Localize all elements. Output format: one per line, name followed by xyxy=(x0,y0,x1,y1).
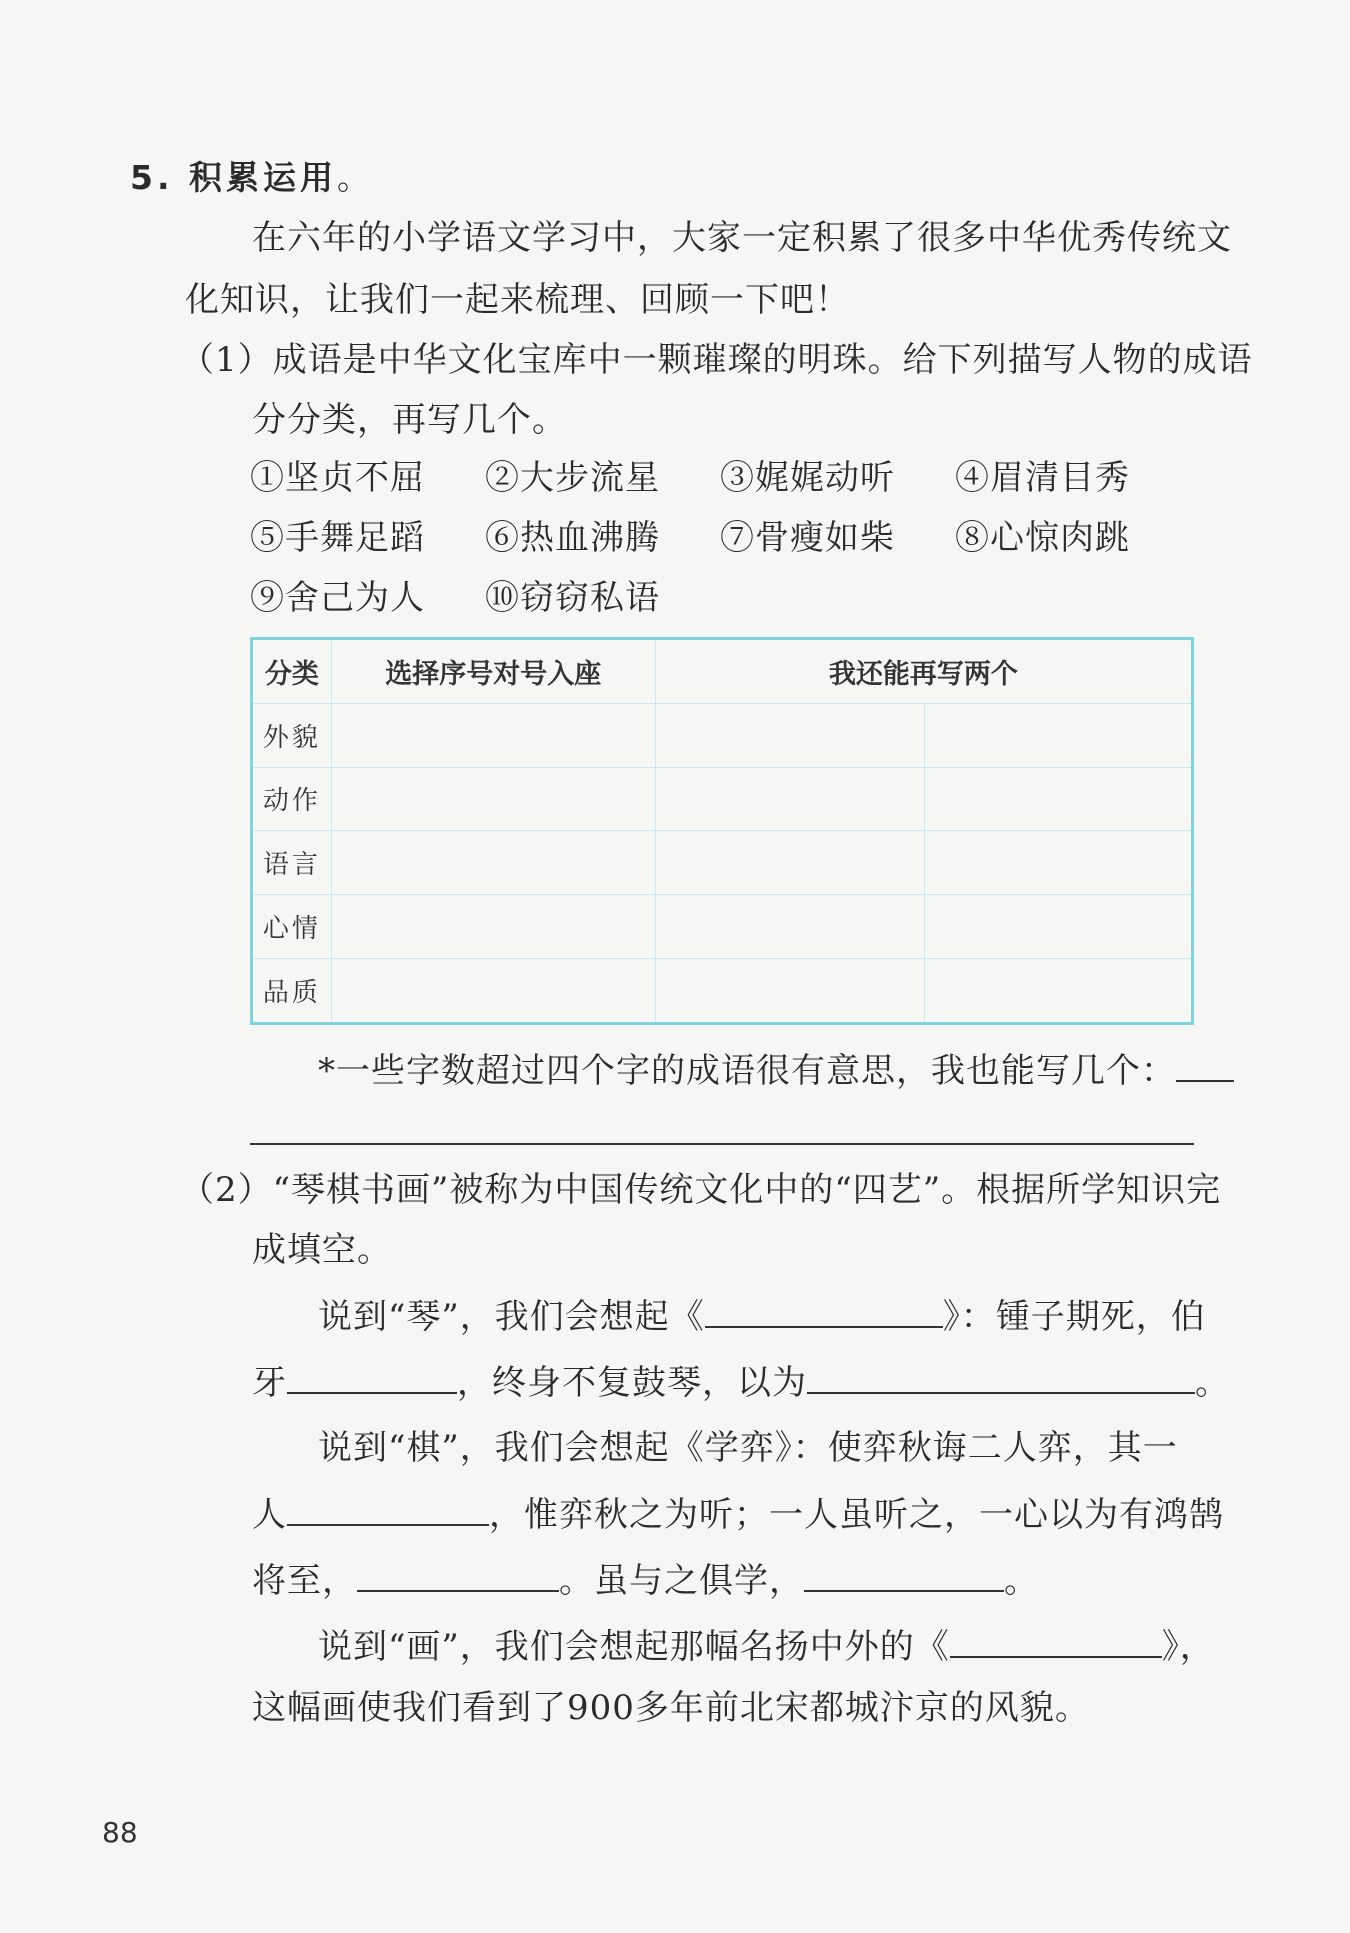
part2-line-2: 成填空。 xyxy=(252,1230,392,1270)
qi-text: 。 xyxy=(1004,1561,1039,1601)
idiom-option: ⑦骨瘦如柴 xyxy=(720,518,895,558)
section-title: 积累运用 xyxy=(189,158,337,197)
fill-blank[interactable] xyxy=(804,1560,1004,1592)
answer-cell[interactable] xyxy=(924,894,1192,958)
idiom-option: ⑧心惊肉跳 xyxy=(955,518,1130,558)
answer-cell[interactable] xyxy=(331,958,655,1023)
answer-cell[interactable] xyxy=(331,704,655,768)
section-heading-end: 。 xyxy=(337,158,374,197)
idiom-option: ⑤手舞足蹈 xyxy=(250,518,425,558)
qi-text: 人 xyxy=(252,1495,287,1535)
page-number: 88 xyxy=(102,1816,138,1849)
part2-line-1: “琴棋书画”被称为中国传统文化中的“四艺”。根据所学知识完 xyxy=(272,1170,1222,1210)
idiom-option: ⑥热血沸腾 xyxy=(485,518,660,558)
row-label-appearance: 外貌 xyxy=(252,704,332,768)
qi-line-2 xyxy=(252,1494,1224,1535)
fill-blank[interactable] xyxy=(705,1296,943,1328)
idiom-option: ⑩窃窃私语 xyxy=(485,578,660,618)
idiom-classification-table xyxy=(250,637,1194,1025)
section-number: 5. xyxy=(130,158,174,197)
answer-cell[interactable] xyxy=(655,704,924,768)
qi-text: 。虽与之俱学， xyxy=(559,1561,804,1601)
table-row xyxy=(252,894,1193,958)
qin-text: 》：锺子期死，伯 xyxy=(942,1297,1206,1337)
hua-line-2: 这幅画使我们看到了900多年前北宋都城汴京的风貌。 xyxy=(252,1688,1090,1728)
qi-line-1: 说到“棋”，我们会想起《学弈》：使弈秋诲二人弈，其一 xyxy=(318,1428,1178,1468)
answer-cell[interactable] xyxy=(655,831,924,895)
qin-line-1 xyxy=(318,1296,1206,1337)
answer-cell[interactable] xyxy=(924,704,1192,768)
answer-cell[interactable] xyxy=(331,767,655,831)
hua-text: 说到“画”，我们会想起那幅名扬中外的《 xyxy=(318,1627,950,1667)
row-label-speech: 语言 xyxy=(252,831,332,895)
idiom-options-row-1 xyxy=(250,458,1130,498)
answer-cell[interactable] xyxy=(331,894,655,958)
intro-line-2: 化知识，让我们一起来梳理、回顾一下吧！ xyxy=(185,280,850,320)
idiom-options-row-2 xyxy=(250,518,1130,558)
answer-cell[interactable] xyxy=(924,958,1192,1023)
extra-idioms-prompt xyxy=(318,1050,1234,1091)
qin-text: ，终身不复鼓琴，以为 xyxy=(457,1363,807,1403)
qin-line-2 xyxy=(252,1362,1230,1403)
fill-blank[interactable] xyxy=(287,1494,489,1526)
fill-blank[interactable] xyxy=(287,1362,457,1394)
qi-text: 将至， xyxy=(252,1561,357,1601)
table-row xyxy=(252,767,1193,831)
table-row xyxy=(252,831,1193,895)
answer-cell[interactable] xyxy=(924,831,1192,895)
qin-text: 说到“琴”，我们会想起《 xyxy=(318,1297,705,1337)
row-label-action: 动作 xyxy=(252,767,332,831)
fill-blank[interactable] xyxy=(357,1560,559,1592)
header-select-numbers: 选择序号对号入座 xyxy=(331,639,655,704)
qi-line-3 xyxy=(252,1560,1039,1601)
answer-line[interactable] xyxy=(250,1143,1194,1145)
fill-blank[interactable] xyxy=(1176,1050,1234,1082)
answer-cell[interactable] xyxy=(655,894,924,958)
section-heading xyxy=(130,158,374,198)
idiom-options-row-3 xyxy=(250,578,660,618)
header-write-two: 我还能再写两个 xyxy=(655,639,1192,704)
part1-line-2: 分分类，再写几个。 xyxy=(252,400,567,440)
hua-line-1 xyxy=(318,1626,1215,1667)
table-header-row xyxy=(252,639,1193,704)
table-row xyxy=(252,704,1193,768)
idiom-option: ②大步流星 xyxy=(485,458,660,498)
qi-text: ，惟弈秋之为听；一人虽听之，一心以为有鸿鹄 xyxy=(489,1495,1224,1535)
qin-text: 牙 xyxy=(252,1363,287,1403)
header-category: 分类 xyxy=(252,639,332,704)
extra-idioms-text: *一些字数超过四个字的成语很有意思，我也能写几个： xyxy=(318,1051,1176,1091)
idiom-option: ①坚贞不屈 xyxy=(250,458,425,498)
part2-marker: （2） xyxy=(180,1170,273,1210)
idiom-option: ⑨舍己为人 xyxy=(250,578,425,618)
table-row xyxy=(252,958,1193,1023)
qin-text: 。 xyxy=(1195,1363,1230,1403)
idiom-option: ④眉清目秀 xyxy=(955,458,1130,498)
row-label-character: 品质 xyxy=(252,958,332,1023)
part1-marker: （1） xyxy=(180,340,273,380)
part1-prompt xyxy=(180,340,1253,380)
fill-blank[interactable] xyxy=(807,1362,1195,1394)
hua-text: 》， xyxy=(1161,1627,1215,1667)
idiom-option: ③娓娓动听 xyxy=(720,458,895,498)
answer-cell[interactable] xyxy=(924,767,1192,831)
answer-cell[interactable] xyxy=(331,831,655,895)
fill-blank[interactable] xyxy=(950,1626,1162,1658)
part1-line-1: 成语是中华文化宝库中一颗璀璨的明珠。给下列描写人物的成语 xyxy=(272,340,1253,380)
part2-prompt xyxy=(180,1170,1221,1210)
row-label-mood: 心情 xyxy=(252,894,332,958)
intro-line-1: 在六年的小学语文学习中，大家一定积累了很多中华优秀传统文 xyxy=(252,218,1232,258)
answer-cell[interactable] xyxy=(655,767,924,831)
answer-cell[interactable] xyxy=(655,958,924,1023)
